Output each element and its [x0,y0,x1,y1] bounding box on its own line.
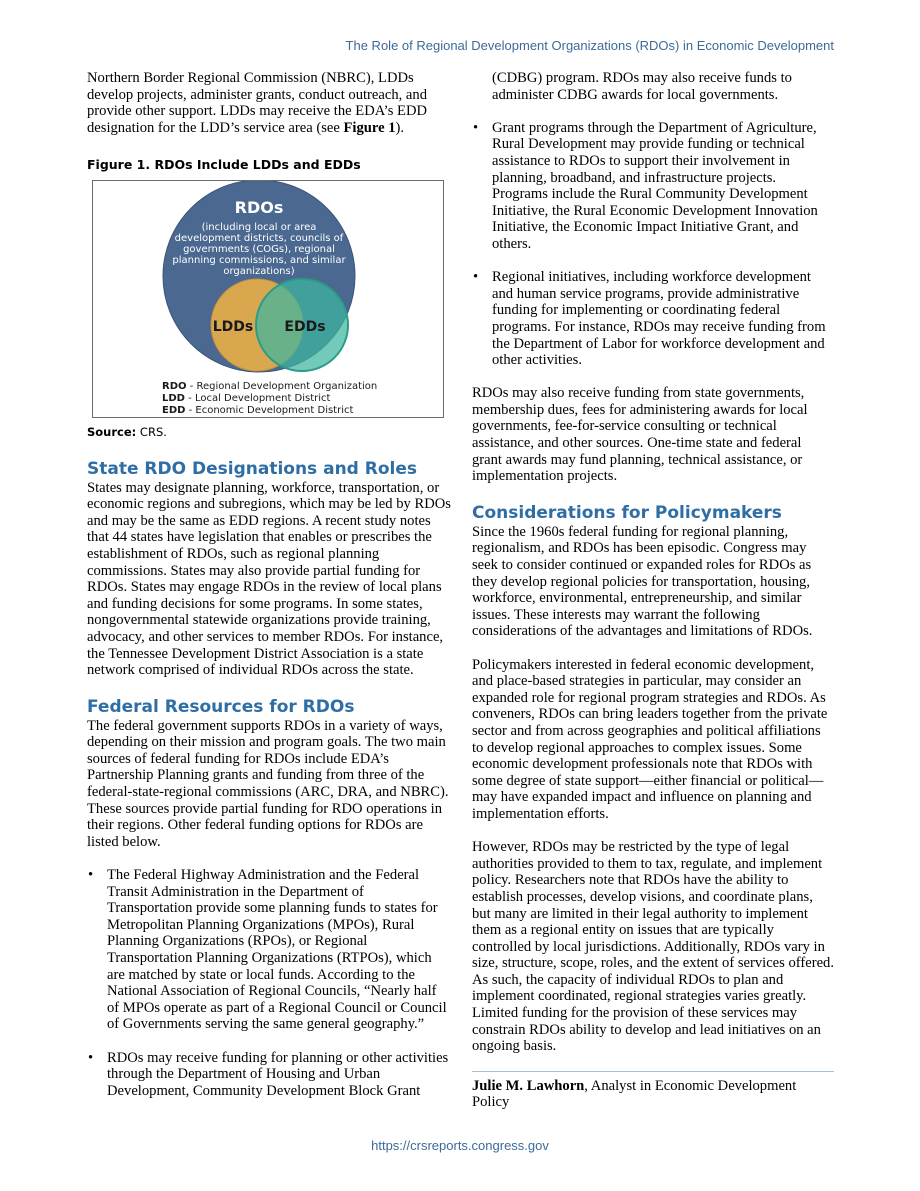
section-title-state-rdo: State RDO Designations and Roles [87,458,417,479]
considerations-paragraph-3: However, RDOs may be restricted by the type of legal authorities provided to them to tax, regulate, and implement policy. Researchers note that RDOs have the ability to establish processes, develop visions, and coordinate plans, but many are limited in their legal authority to implement them as a regional entity on issues that are typically controlled by local jurisdictions. Additionally, RDOs vary in size, structure, scope, roles, and the extent of services offered. As such, the capacity of individual RDOs to plan and implement coordinated, regional strategies varies greatly. Limited funding for the provision of these services may constrain RDOs ability to develop and lead initiatives on an ongoing basis. [472,839,835,1055]
author-signature [472,1071,834,1111]
venn-diagram [93,181,443,417]
section-title-considerations: Considerations for Policymakers [472,502,782,523]
ldd-label: LDDs [212,318,254,335]
bullet-icon: • [473,269,479,286]
list-item-text: RDOs may receive funding for planning or other activities through the Department of Housing and Urban Development, Community Development Block Grant [107,1049,449,1099]
figure-title: Figure 1. RDOs Include LDDs and EDDs [87,157,361,173]
author-name: Julie M. Lawhorn [472,1077,585,1094]
legend-edd-abbr: EDD [162,404,186,416]
bullet-icon: • [88,1049,94,1066]
legend-edd [162,405,353,416]
section-text-state-rdo: States may designate planning, workforce, transportation, or economic regions and subregions, which may be led by RDOs and may be the same as EDD regions. A recent study notes that 44 states have legislation that enables or prescribes the establishment of RDOs, such as regional planning commissions. States may also provide partial funding for RDOs. States may engage RDOs in the review of local plans and funding decisions for some programs. In some states, nongovernmental statewide organizations provide training, advocacy, and other services to member RDOs. For instance, the Tennessee Development District Association is a state network comprised of individual RDOs across the state. [87,479,451,679]
source-label: Source: [87,424,137,439]
list-item-text: Regional initiatives, including workforce development and human service programs, provide administrative funding for implementing or coordinating federal programs. For instance, RDOs may receive funding from the Department of Labor for workforce development and other activities. [492,269,826,369]
right-column [472,70,834,1111]
figure-source [87,424,451,441]
considerations-paragraph-1: Since the 1960s federal funding for regional planning, regionalism, and RDOs has been episodic. Congress may seek to consider continued or expanded roles for RDOs as they develop regional policies for transportation, housing, workforce, environmental, entrepreneurship, and similar issues. These interests may warrant the following considerations of the advantages and limitations of RDOs. [472,523,813,640]
left-column [87,70,451,1099]
list-item [472,269,834,369]
footer-url[interactable]: https://crsreports.congress.gov [371,1138,549,1153]
legend-ldd [162,393,331,404]
intro-paragraph [87,70,451,136]
bullet-icon: • [88,867,94,884]
figure-reference: Figure 1 [343,119,396,136]
legend-edd-text: - Economic Development District [185,404,354,416]
list-item [472,120,834,253]
rdo-desc-line-3: governments (COGs), regional [183,243,335,255]
considerations-paragraph-2: Policymakers interested in federal economic development, and place-based strategies in particular, may consider an expanded role for regional program strategies and RDOs. As conveners, RDOs can bring leaders together from the private sector and from across geographies and political affiliations to develop regional approaches to complex issues. Some economic development professionals note that RDOs with some degree of state support—either financial or political—may have expanded impact and influence on planning and implementation efforts. [472,656,828,822]
list-item-text: (CDBG) program. RDOs may also receive funds to administer CDBG awards for local governments. [492,70,792,103]
author-title: , Analyst in Economic Development Policy [472,1077,797,1111]
list-item [87,1050,451,1100]
edd-label: EDDs [284,318,326,335]
running-header: The Role of Regional Development Organizations (RDOs) in Economic Development [345,38,834,53]
source-text: CRS. [136,424,167,439]
right-funding-list [472,70,834,369]
section-title-federal-resources: Federal Resources for RDOs [87,696,355,717]
rdo-heading: RDOs [234,197,284,217]
federal-funding-list [87,867,451,1099]
legend-rdo-abbr: RDO [162,380,187,392]
figure-box [92,180,444,418]
list-item-text: The Federal Highway Administration and the Federal Transit Administration in the Department of Transportation provide some planning funds to states for Metropolitan Planning Organizations (MPOs), Rural Planning Organizations (RPOs), or Regional Transportation Planning Organizations (RTPOs), which are matched by state or local funds. According to the National Association of Regional Councils, “Nearly half of MPOs operate as part of a Regional Council or Council of Governments serving the same general geography.” [107,867,447,1033]
intro-text: Northern Border Regional Commission (NBRC), LDDs develop projects, administer grants, conduct outreach, and provide other support. LDDs may receive the EDA’s EDD designation for the LDD’s service area (see [87,70,428,136]
legend-ldd-abbr: LDD [162,392,185,404]
bullet-icon: • [473,119,479,136]
list-item [87,867,451,1033]
list-item-continued [472,70,834,103]
rdo-desc-line-4: planning commissions, and similar [172,254,346,266]
intro-end: ). [395,119,405,136]
rdo-desc-line-2: development districts, councils of [174,232,344,244]
legend-rdo-text: - Regional Development Organization [186,380,378,392]
other-funding-paragraph: RDOs may also receive funding from state governments, membership dues, fees for administering awards for local governments, fee-for-service consulting or technical assistance, and other sources. One-time state and federal grant awards may fund planning, technical assistance, or implementation projects. [472,385,808,485]
rdo-desc-line-5: organizations) [223,265,295,277]
list-item-text: Grant programs through the Department of Agriculture, Rural Development may provide funding or technical assistance to RDOs to support their involvement in planning, broadband, and infrastructure projects. Programs include the Rural Community Development Initiative, the Rural Economic Development Innovation Initiative, the Economic Impact Initiative Grant, and others. [492,119,818,252]
section-text-federal-resources: The federal government supports RDOs in a variety of ways, depending on their mission and program goals. The two main sources of federal funding for RDOs include EDA’s Partnership Planning grants and funding from three of the federal-state-regional commissions (ARC, DRA, and NBRC). These sources provide partial funding for RDO operations in their regions. Other federal funding options for RDOs are listed below. [87,717,449,850]
legend-rdo [162,381,377,392]
legend-ldd-text: - Local Development District [184,392,331,404]
rdo-desc-line-1: (including local or area [201,221,317,233]
